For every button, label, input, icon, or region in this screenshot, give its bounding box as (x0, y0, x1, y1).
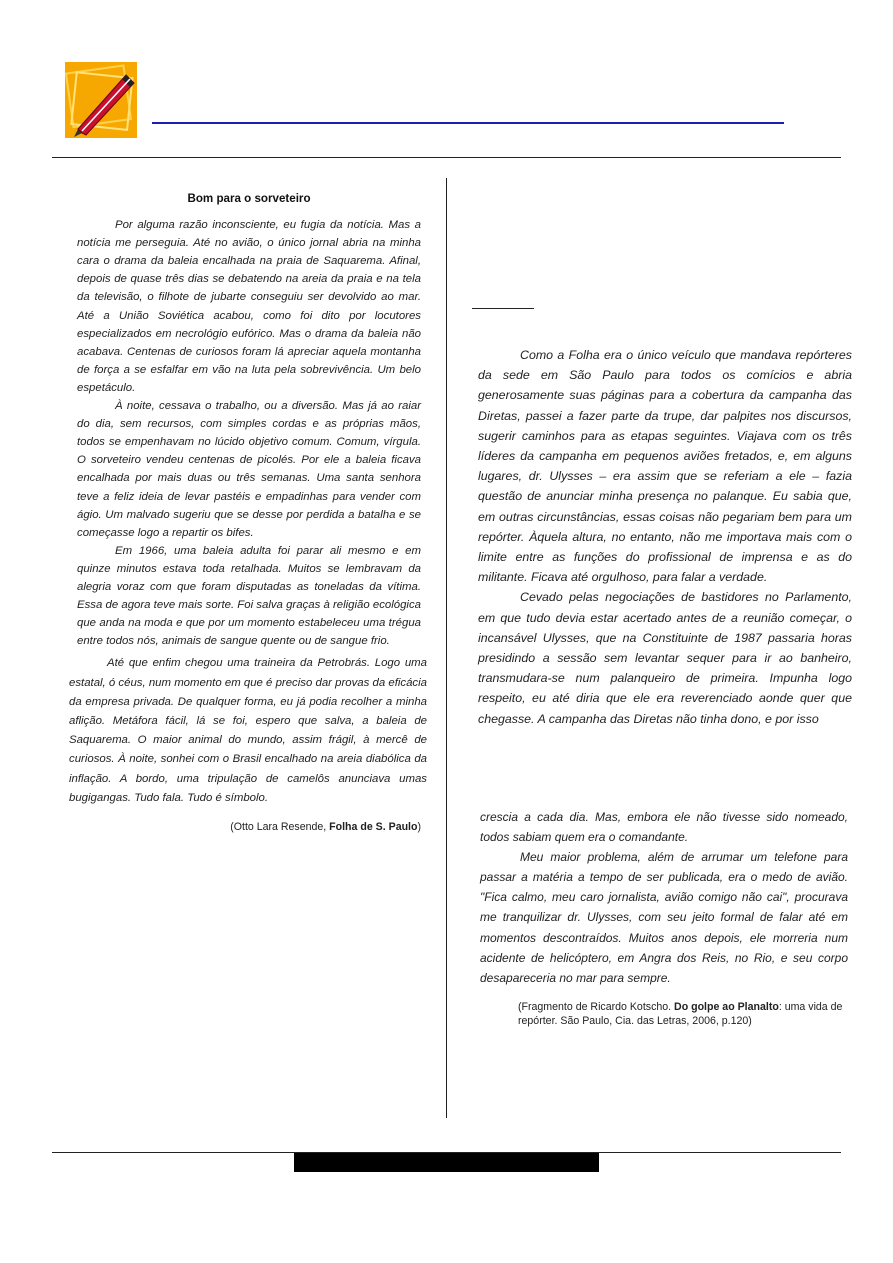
paragraph: Meu maior problema, além de arrumar um telefone para passar a matéria a tempo de ser publicada, era o medo de avião. "Fica calmo, meu caro jornalista, avião comigo não cai", procurava me tranquilizar dr. Ulysses, com seu jeito formal de falar até em momentos descontraídos. Muitos anos depois, ele morreria num acidente de helicóptero, em Angra dos Reis, no Rio, e seu corpo desapareceria no mar para sempre. (480, 850, 848, 985)
column-divider (446, 178, 447, 1118)
paragraph: crescia a cada dia. Mas, embora ele não tivesse sido nomeado, todos sabiam quem era o comandante. (480, 810, 848, 845)
citation-suffix: : uma vida de repórter. São Paulo, Cia. das Letras, 2006, p.120) (518, 1001, 843, 1027)
citation-prefix: (Fragmento de Ricardo Kotscho. (518, 1001, 675, 1013)
pencil-logo-icon (64, 61, 138, 139)
right-citation (518, 1000, 848, 1028)
paragraph: Por alguma razão inconsciente, eu fugia da notícia. Mas a notícia me perseguia. Até no avião, o único jornal abria na minha cara o drama da baleia encalhada na praia de Saquarema. Afinal, depois de quase três dias se debatendo na areia da praia e na tela da televisão, o filhote de jubarte conseguiu ser devolvido ao mar. Até a União Soviética acabou, como foi dito por locutores especializados em necrológio eufórico. Mas o drama da baleia não acabava. Centenas de curiosos foram lá apreciar aquela montanha de força a se esfalfar em vão na luta pela sobrevivência. Um belo espetáculo. (77, 219, 421, 394)
paragraph: À noite, cessava o trabalho, ou a diversão. Mas já ao raiar do dia, sem recursos, com simples cordas e as próprias mãos, todos se empenhavam no lúcido objetivo comum. Comum, vírgula. O sorveteiro vendeu centenas de picolés. Por ele a baleia ficava encalhada por mais duas ou três semanas. Uma santa senhora teve a feliz ideia de levar pastéis e empadinhas para vender com ágio. Um malvado sugeriu que se desse por perdida a batalha e se começasse logo a repartir os bifes. (77, 400, 421, 539)
paragraph: Até que enfim chegou uma traineira da Petrobrás. Logo uma estatal, ó céus, num momento em que é preciso dar provas da eficácia da empresa privada. De qualquer forma, eu já podia recolher a minha aflição. Metáfora fácil, lá se foi, espero que salva, a baleia de Saquarema. O maior animal do mundo, assim frágil, à mercê de curiosos. À noite, sonhei com o Brasil encalhado na areia diabólica da inflação. A bordo, uma tripulação de camelôs anunciava umas bugigangas. Tudo fala. Tudo é símbolo. (69, 657, 427, 804)
article-title: Bom para o sorveteiro (187, 192, 311, 205)
citation-suffix: ) (417, 820, 421, 833)
right-article-continued (480, 807, 848, 988)
header-divider (52, 157, 841, 158)
header-blue-rule (152, 122, 784, 124)
short-rule (472, 308, 534, 309)
footer-bar (294, 1153, 599, 1172)
citation (77, 818, 421, 836)
paragraph: Em 1966, uma baleia adulta foi parar ali mesmo e em quinze minutos estava toda retalhada. Muitos se lembravam da alegria voraz com que foram disputadas as toneladas da vítima. Essa de agora teve mais sorte. Foi salva graças à religião ecológica que anda na moda e que por um momento estabeleceu uma trégua entre todos nós, animais de sangue quente ou de sangue frio. (77, 544, 421, 648)
paragraph: Cevado pelas negociações de bastidores no Parlamento, em que tudo devia estar acertado antes de a reunião começar, o incansável Ulysses, que na Constituinte de 1987 passaria horas presidindo a sessão sem levantar sequer para ir ao banheiro, transmudara-se num palanqueiro de primeira. Impunha logo respeito, eu até diria que ele era reverenciado aonde quer que chegasse. A campanha das Diretas não tinha dono, e por isso (478, 590, 852, 726)
citation-source: Folha de S. Paulo (329, 820, 418, 833)
left-article (69, 190, 427, 836)
right-article (478, 345, 852, 729)
citation-prefix: (Otto Lara Resende, (230, 820, 330, 833)
citation-source: Do golpe ao Planalto (674, 1001, 779, 1013)
paragraph: Como a Folha era o único veículo que mandava repórteres da sede em São Paulo para todos os comícios e abria generosamente suas páginas para a cobertura da campanha das Diretas, passei a fazer parte da trupe, dar palpites nos discursos, sugerir caminhos para as etapas seguintes. Viajava com os três líderes da campanha em pequenos aviões fretados, e, em alguns lugares, dr. Ulysses – era assim que se referiam a ele – fazia questão de anunciar minha presença no palanque. Eu sabia que, em outras circunstâncias, essas coisas não pegariam bem para um repórter. Àquela altura, no entanto, não me importava mais com o limite entre as funções do profissional de imprensa e as do militante. Ficava até orgulhoso, para falar a verdade. (478, 348, 852, 585)
